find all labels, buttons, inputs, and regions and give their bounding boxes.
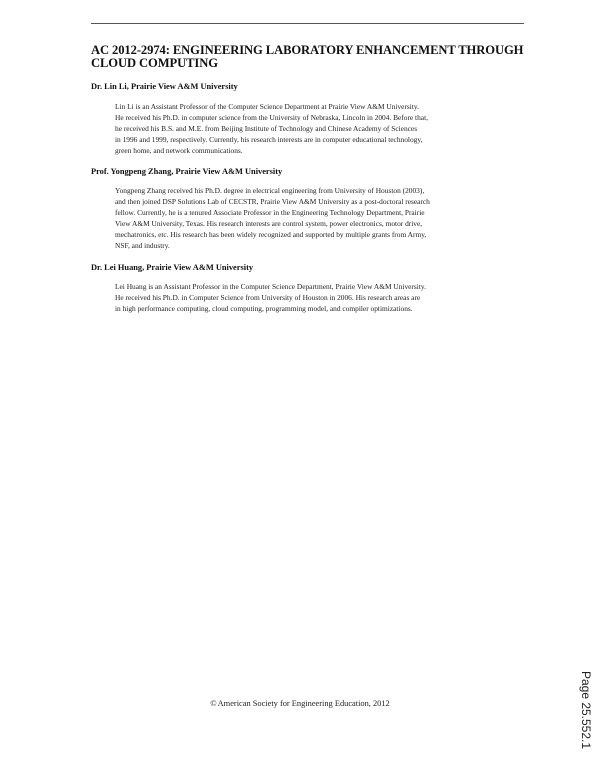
author-name: Prof. Yongpeng Zhang, Prairie View A&M University — [91, 167, 283, 176]
bio-line: and then joined DSP Solutions Lab of CECSTR, Prairie View A&M University as a post-doctoral research — [115, 197, 430, 207]
paper-title — [91, 44, 561, 69]
author-bio — [115, 281, 515, 314]
bio-line: he received his B.S. and M.E. from Beijing Institute of Technology and Chinese Academy of Sciences — [115, 124, 418, 134]
page-footer — [0, 699, 600, 709]
bio-line: He received his Ph.D. in Computer Science from University of Houston in 2006. His research areas are — [115, 293, 421, 303]
bio-line: NSF, and industry. — [115, 241, 170, 251]
title-line: CLOUD COMPUTING — [91, 55, 218, 70]
bio-line: in high performance computing, cloud computing, programming model, and compiler optimizations. — [115, 304, 413, 314]
bio-line: View A&M University, Texas. His research interests are control system, power electronics, motor drive, — [115, 219, 423, 229]
bio-line: He received his Ph.D. in computer science from the University of Nebraska, Lincoln in 2004. Before that, — [115, 113, 428, 123]
author-name: Dr. Lin Li, Prairie View A&M University — [91, 82, 238, 91]
bio-line: fellow. Currently, he is a tenured Associate Professor in the Engineering Technology Department, Prairie — [115, 208, 425, 218]
page-number: Page 25.552.1 — [579, 670, 593, 750]
author-name: Dr. Lei Huang, Prairie View A&M University — [91, 263, 254, 272]
bio-line: in 1996 and 1999, respectively. Currently, his research interests are in computer educational technology, — [115, 135, 423, 145]
header-rule — [91, 23, 524, 24]
bio-line: Yongpeng Zhang received his Ph.D. degree in electrical engineering from University of Houston (2003), — [115, 186, 425, 195]
title-line: AC 2012-2974: ENGINEERING LABORATORY ENHANCEMENT THROUGH — [91, 43, 524, 57]
copyright-text: American Society for Engineering Education, 2012 — [217, 699, 390, 708]
bio-line: mechatronics, etc. His research has been widely recognized and supported by multiple grants from Army, — [115, 230, 427, 240]
copyright-symbol: © — [210, 699, 217, 708]
bio-line: green home, and network communications. — [115, 146, 243, 156]
author-bio — [115, 185, 515, 252]
author-bio — [115, 101, 515, 156]
bio-line: Lin Li is an Assistant Professor of the Computer Science Department at Prairie View A&M University. — [115, 102, 419, 111]
bio-line: Lei Huang is an Assistant Professor in the Computer Science Department, Prairie View A&M University. — [115, 282, 426, 291]
